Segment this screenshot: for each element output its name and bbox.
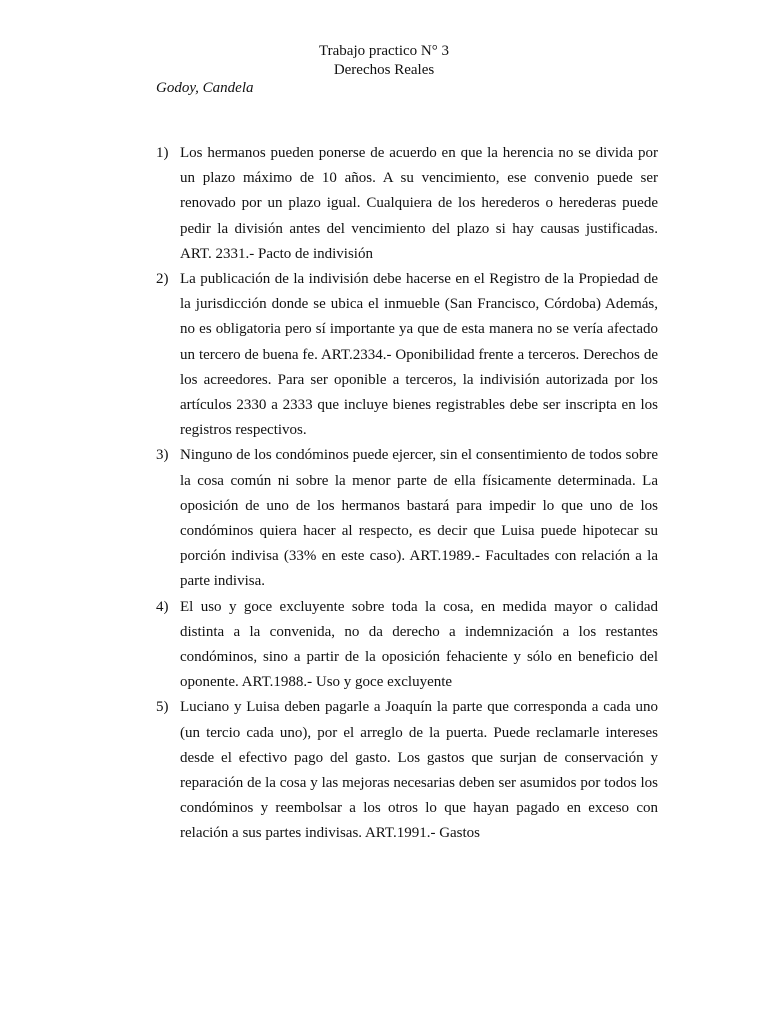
answers-list [156, 141, 658, 847]
list-item [156, 595, 658, 696]
item-number: 5) [156, 699, 169, 716]
item-number: 2) [156, 271, 169, 288]
list-item [156, 267, 658, 443]
item-text: La publicación de la indivisión debe hacerse en el Registro de la Propiedad de la jurisdicción donde se ubica el inmueble (San Francisco, Córdoba) Además, no es obligatoria pero sí importante ya que de esta manera no se vería afectado un tercero de buena fe. ART.2334.- Oponibilidad frente a terceros. Derechos de los acreedores. Para ser oponible a terceros, la indivisión autorizada por los artículos 2330 a 2333 que incluye bienes registrables debe ser inscripta en los registros respectivos. [180, 271, 658, 439]
document-subtitle: Derechos Reales [333, 62, 435, 78]
list-item [156, 141, 658, 267]
document-title: Trabajo practico N° 3 [319, 43, 449, 59]
item-text: Luciano y Luisa deben pagarle a Joaquín la parte que corresponda a cada uno (un tercio cada uno), por el arreglo de la puerta. Puede reclamarle intereses desde el efectivo pago del gasto. Los gastos que surjan de conservación y reparación de la cosa y las mejoras necesarias deben ser asumidos por todos los condóminos y reembolsar a los otros lo que hayan pagado en exceso con relación a sus partes indivisas. ART.1991.- Gastos [180, 699, 658, 842]
item-number: 3) [156, 447, 169, 464]
item-text: El uso y goce excluyente sobre toda la cosa, en medida mayor o calidad distinta a la convenida, no da derecho a indemnización a los restantes condóminos, sino a partir de la oposición fehaciente y sólo en beneficio del oponente. ART.1988.- Uso y goce excluyente [180, 598, 658, 691]
item-number: 1) [156, 145, 169, 161]
list-item [156, 695, 658, 846]
list-item [156, 443, 658, 594]
item-number: 4) [156, 598, 169, 615]
author-name: Godoy, Candela [156, 80, 254, 96]
item-text: Ninguno de los condóminos puede ejercer, sin el consentimiento de todos sobre la cosa común ni sobre la menor parte de ella físicamente determinada. La oposición de uno de los hermanos bastará para impedir lo que uno de los condóminos quiera hacer al respecto, es decir que Luisa puede hipotecar su porción indivisa (33% en este caso). ART.1989.- Facultades con relación a la parte indivisa. [180, 447, 658, 590]
item-text: Los hermanos pueden ponerse de acuerdo en que la herencia no se divida por un plazo máximo de 10 años. A su vencimiento, ese convenio puede ser renovado por un plazo igual. Cualquiera de los herederos o herederas puede pedir la división antes del vencimiento del plazo si hay causas justificadas. ART. 2331.- Pacto de indivisión [180, 145, 658, 262]
